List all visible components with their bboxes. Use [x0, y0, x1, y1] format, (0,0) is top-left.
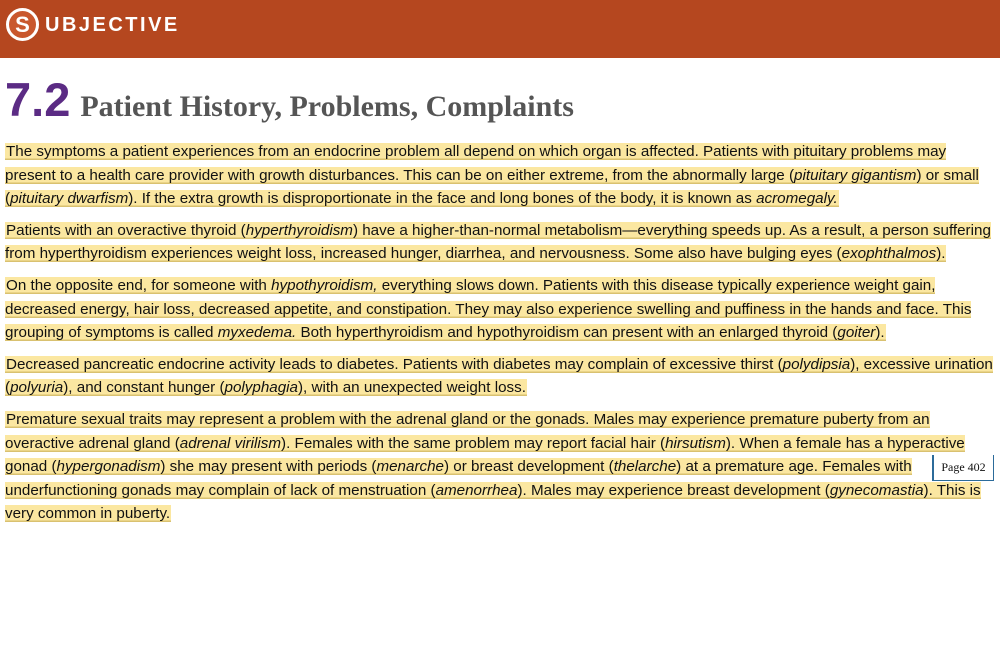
highlighted-text	[5, 411, 981, 522]
text-run: ) at a premature age. Females with underfunctioning gonads may complain of lack of menstruation (	[5, 458, 912, 499]
italic-term: hypergonadism	[56, 458, 161, 476]
italic-term: thelarche	[613, 458, 677, 476]
text-run: ).	[936, 245, 946, 263]
text-run: Patients with an overactive thyroid (	[6, 221, 246, 239]
paragraph-5	[5, 408, 997, 526]
section-title: Patient History, Problems, Complaints	[80, 90, 574, 123]
text-run: ), with an unexpected weight loss.	[297, 379, 526, 397]
section-number: 7.2	[5, 73, 71, 126]
text-run: ). This is very common in puberty.	[5, 481, 981, 523]
text-run: Premature sexual traits may represent a problem with the adrenal gland or the gonads. Males may experience premature puberty from an overactive adrenal gland (	[5, 410, 930, 452]
highlighted-text	[5, 356, 993, 397]
text-run: Decreased pancreatic endocrine activity leads to diabetes. Patients with diabetes may complain of excessive thirst (	[6, 355, 783, 373]
text-run: ) have a higher-than-normal metabolism—everything speeds up. As a result, a person suffering from hyperthyroidism experiences weight loss, increased hunger, diarrhea, and nervousness. Some also have bulging eyes (	[5, 221, 991, 263]
text-run: ). Females with the same problem may report facial hair (	[281, 434, 666, 452]
italic-term: hirsutism	[665, 434, 726, 452]
italic-term: acromegaly.	[756, 190, 838, 208]
italic-term: amenorrhea	[435, 481, 518, 499]
text-run: Both hyperthyroidism and hypothyroidism can present with an enlarged thyroid (	[296, 324, 838, 342]
italic-term: polyphagia	[224, 379, 298, 397]
italic-term: pituitary gigantism	[794, 166, 917, 184]
italic-term: hyperthyroidism	[245, 221, 353, 239]
section-heading	[5, 72, 574, 132]
highlighted-text	[5, 277, 971, 341]
text-run: ) she may present with periods (	[160, 458, 377, 476]
text-run: On the opposite end, for someone with	[6, 276, 272, 294]
italic-term: exophthalmos	[841, 245, 937, 263]
highlighted-text	[5, 222, 991, 263]
text-run: everything slows down. Patients with this disease typically experience weight gain, decreased energy, hair loss, decreased appetite, and constipation. They may also experience swelling and puffiness in the hands and face. This grouping of symptoms is called	[5, 276, 972, 342]
text-run: ), and constant hunger (	[63, 379, 225, 397]
italic-term: polyuria	[10, 379, 64, 397]
page-number-marker: Page 402	[932, 455, 994, 481]
text-run: ). When a female has a hyperactive gonad (	[5, 434, 965, 476]
italic-term: myxedema.	[217, 324, 297, 342]
paragraph-4	[5, 353, 997, 400]
text-run: ).	[875, 324, 885, 342]
section-banner	[0, 0, 1000, 58]
text-run: ) or breast development (	[444, 458, 614, 476]
paragraph-3	[5, 274, 997, 345]
banner-label: UBJECTIVE	[45, 14, 180, 36]
italic-term: pituitary dwarfism	[10, 190, 129, 208]
italic-term: menarche	[376, 458, 444, 476]
paragraph-2	[5, 219, 997, 266]
italic-term: gynecomastia	[829, 481, 924, 499]
italic-term: hypothyroidism,	[271, 276, 378, 294]
text-run: ) or small (	[5, 166, 979, 208]
subjective-badge-icon: S	[6, 8, 39, 41]
text-run: ). If the extra growth is disproportionate in the face and long bones of the body, it is known as	[128, 190, 757, 208]
text-run: ). Males may experience breast development (	[517, 481, 830, 499]
italic-term: polydipsia	[782, 355, 851, 373]
italic-term: adrenal virilism	[179, 434, 282, 452]
text-run: The symptoms a patient experiences from an endocrine problem all depend on which organ is affected. Patients with pituitary problems may present to a health care provider with growth disturbances. This can be on either extreme, from the abnormally large (	[5, 143, 947, 184]
italic-term: goiter	[837, 324, 876, 342]
body-text	[5, 140, 997, 534]
text-run: ), excessive urination (	[5, 355, 993, 397]
highlighted-text	[5, 143, 979, 207]
paragraph-1	[5, 140, 997, 211]
